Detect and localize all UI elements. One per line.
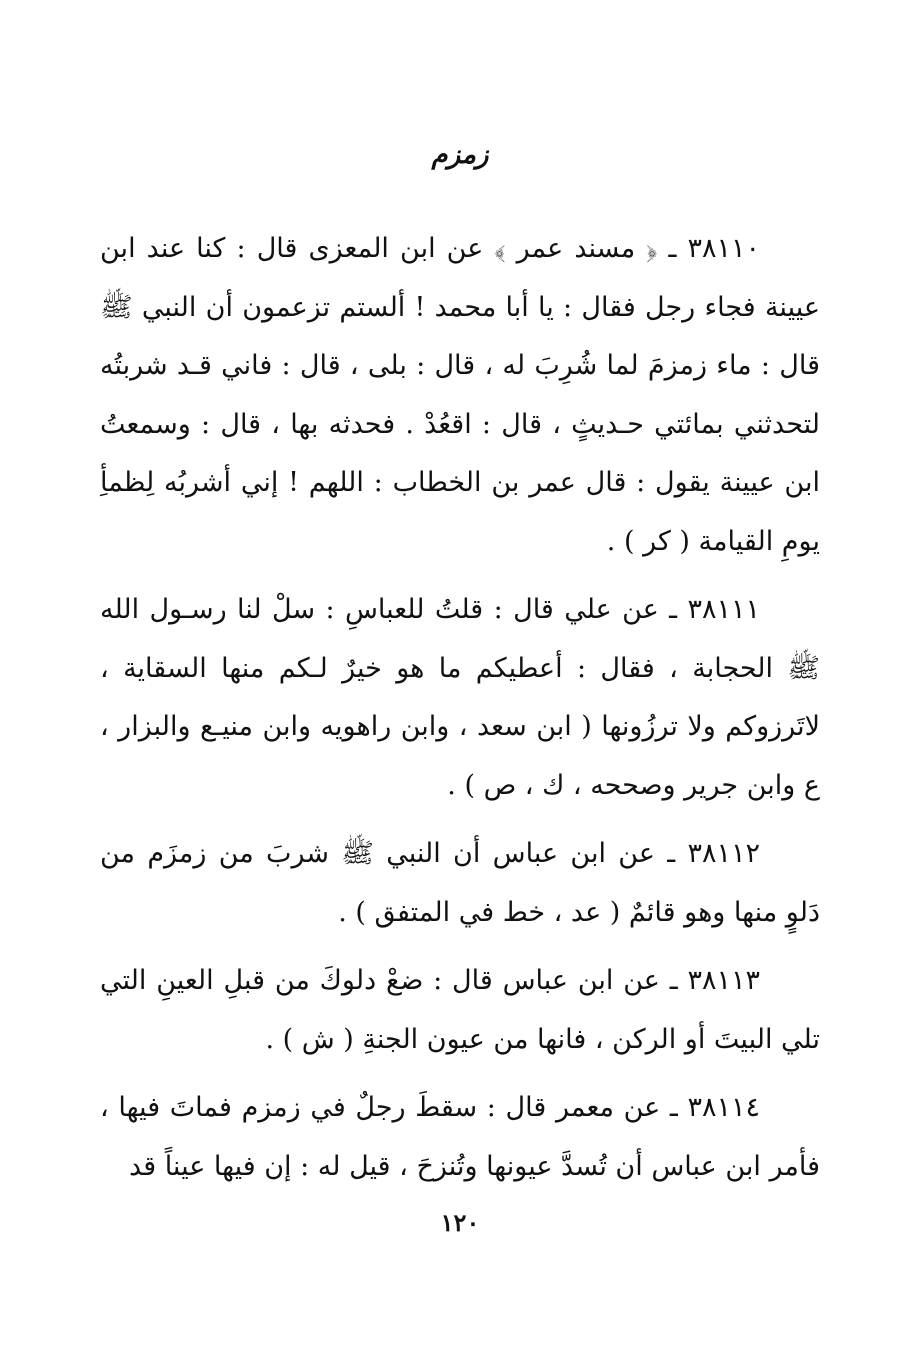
page-heading: زمزم (431, 140, 489, 170)
document-page (100, 0, 820, 1353)
hadith-paragraph: ٣٨١١٠ ـ ﴿ مسند عمر ﴾ عن ابن المعزى قال : كنا عند ابن عيينة فجاء رجل فقال : يا أبا محمد ! ألستم تزعمون أن النبي ﷺ قال : ماء زمزمَ لما شُرِبَ له ، قال : بلى ، قال : فاني قـد شربتُه لتحدثني بمائتي حـديثٍ ، قال : اقعُدْ . فحدثه بها ، قال : وسمعتُ ابن عيينة يقول : قال عمر بن الخطاب : اللهم ! إني أشربُه لِظمأِ يومِ القيامة ( كر ) . (100, 233, 820, 557)
page-body (100, 220, 820, 1206)
hadith-paragraph: ٣٨١١٣ ـ عن ابن عباس قال : ضعْ دلوكَ من قبلِ العينِ التي تلي البيتَ أو الركن ، فانها من عيون الجنةِ ( ش ) . (100, 965, 820, 1055)
page-number: ١٢٠ (440, 1208, 480, 1237)
hadith-paragraph: ٣٨١١١ ـ عن علي قال : قلتُ للعباسِ : سلْ لنا رسـول الله ﷺ الحجابة ، فقال : أعطيكم ما هو خيرٌ لـكم منها السقاية ، لاتَرزوكم ولا ترزُونها ( ابن سعد ، وابن راهويه وابن منيـع والبزار ، ع وابن جرير وصححه ، ك ، ص ) . (100, 594, 820, 801)
hadith-paragraph: ٣٨١١٤ ـ عن معمر قال : سقطَ رجلٌ في زمزم فماتَ فيها ، فأمر ابن عباس أن تُسدَّ عيونها وتُنزحَ ، قيل له : إن فيها عيناً قد (100, 1092, 820, 1182)
hadith-paragraph: ٣٨١١٢ ـ عن ابن عباس أن النبي ﷺ شربَ من زمزَم من دَلوٍ منها وهو قائمٌ ( عد ، خط في المتفق ) . (100, 838, 820, 928)
